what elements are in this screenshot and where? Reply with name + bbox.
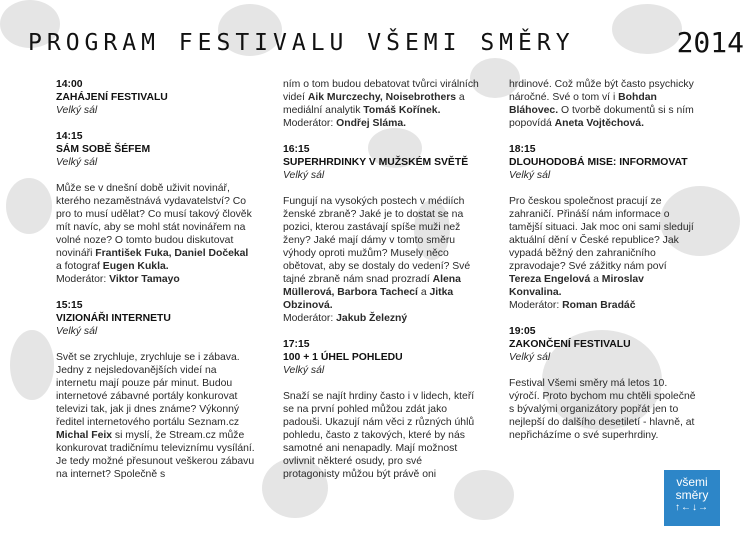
event-venue: Velký sál <box>56 105 98 116</box>
event-name: VIZIONÁŘI INTERNETU <box>56 313 171 324</box>
event-description: hrdinové. Což může být často psychicky náročné. Své o tom ví i Bohdan Bláhovec. O tvorbě dokumentů si s ním popovídá Aneta Vojtěchová. <box>509 79 694 129</box>
event-time: 14:00 <box>56 79 83 90</box>
event-moderator: Moderátor: Roman Bradáč <box>509 300 636 311</box>
arrows-icon: ↑←↓→ <box>675 502 709 513</box>
event-description: Fungují na vysokých postech v médiích ženské zbraně? Jaké je to dostat se na pozici, kterou zastávají spíše muži než ženy? Jaké mají dámy v tomto směru výhody oproti mužům? Musely něco obětovat, aby se dostaly do vedení? Své tajné zbraně nám snad prozradí Alena Müllerová, Barbora Tachecí a Jitka Obzinová. <box>283 196 471 311</box>
event-name: ZAHÁJENÍ FESTIVALU <box>56 92 168 103</box>
event-time: 18:15 <box>509 144 536 155</box>
event-description: ním o tom budou debatovat tvůrci virálních videí Aik Murczechy, Noisebrothers a mediální analytik Tomáš Kořínek. <box>283 79 479 116</box>
event-venue: Velký sál <box>509 352 551 363</box>
guest-name: Eugen Kukla. <box>102 261 169 272</box>
guest-name: Michal Feix <box>56 430 113 441</box>
program-column-2 <box>283 78 479 481</box>
guest-names: Alena Müllerová, Barbora Tachecí <box>283 274 461 298</box>
ink-splatter <box>10 330 54 400</box>
page-header <box>28 26 748 64</box>
guest-name: Jitka Obzinová. <box>283 287 454 311</box>
guest-name: Tomáš Kořínek. <box>363 105 441 116</box>
event-moderator: Moderátor: Ondřej Sláma. <box>283 118 407 129</box>
event-name: SUPERHRDINKY V MUŽSKÉM SVĚTĚ <box>283 157 469 168</box>
event-name: DLOUHODOBÁ MISE: INFORMOVAT <box>509 157 688 168</box>
event-description: Může se v dnešní době uživit novinář, kterého nezaměstnává vydavatelství? Co pro to musí udělat? Co musí takový člověk mít navíc, aby se mohl stát novinářem na volné noze? O tomto budou diskutovat novináři František Fuka, Daniel Dočekal a fotograf Eugen Kukla. <box>56 183 252 272</box>
event-time: 17:15 <box>283 339 310 350</box>
page-title: PROGRAM FESTIVALU VŠEMI SMĚRY <box>28 30 575 56</box>
event-description: Snaží se najít hrdiny často i v lidech, kteří se na první pohled můžou zdát jako padouši. Ukazují nám věci z různých úhlů pohledu, často z takových, které by nás samotné ani nenapadly. Mají možnost ovlivnit některé osudy, pro své protagonisty můžou být právě oni <box>283 391 475 480</box>
event-time: 19:05 <box>509 326 536 337</box>
page-year: 2014 <box>676 26 744 59</box>
event-time: 15:15 <box>56 300 83 311</box>
event-moderator: Moderátor: Jakub Železný <box>283 313 408 324</box>
event-name: 100 + 1 ÚHEL POHLEDU <box>283 352 403 363</box>
event-venue: Velký sál <box>509 170 551 181</box>
event-description: Pro českou společnost pracují ze zahraničí. Přináší nám informace o tamější situaci. Jak moc oni sami sledují aktuální dění v České republice? Jak vypadá běžný den zahraničního zpravodaje? Své zážitky nám poví Tereza Engelová a Miroslav Konvalina. <box>509 196 694 298</box>
event-description: Festival Všemi směry má letos 10. výročí. Proto bychom mu chtěli společně s bývalými organizátory popřát jen to nejlepší do dalšího desetiletí - hlavně, at nepřicházíme o své superhrdiny. <box>509 378 696 441</box>
guest-names: František Fuka, Daniel Dočekal <box>95 248 249 259</box>
event-venue: Velký sál <box>56 326 98 337</box>
program-column-3 <box>509 78 699 442</box>
guest-name: Bohdan Bláhovec. <box>509 92 657 116</box>
guest-name: Miroslav Konvalina. <box>509 274 644 298</box>
guest-names: Aik Murczechy, Noisebrothers <box>307 92 457 103</box>
event-moderator: Moderátor: Viktor Tamayo <box>56 274 180 285</box>
event-venue: Velký sál <box>283 170 325 181</box>
festival-logo: všemi směry ↑←↓→ <box>664 470 720 526</box>
event-name: SÁM SOBĚ ŠÉFEM <box>56 144 151 155</box>
event-venue: Velký sál <box>56 157 98 168</box>
event-name: ZAKONČENÍ FESTIVALU <box>509 339 631 350</box>
event-time: 16:15 <box>283 144 310 155</box>
guest-name: Aneta Vojtěchová. <box>554 118 644 129</box>
program-column-1 <box>56 78 256 481</box>
guest-name: Tereza Engelová <box>509 274 591 285</box>
ink-splatter <box>6 178 52 234</box>
event-description: Svět se zrychluje, zrychluje se i zábava. Jedny z nejsledovanějších videí na internetu mají pouze pár minut. Budou internetové zábavné portály konkurovat televizi tak, jak ji dnes známe? Výkonný ředitel internetového portálu Seznam.cz Michal Feix si myslí, že Stream.cz může konkurovat tradičnímu televiznímu vysílání. Je tedy možné přesunout veškerou zábavu na internet? Společně s <box>56 352 255 480</box>
event-venue: Velký sál <box>283 365 325 376</box>
event-time: 14:15 <box>56 131 83 142</box>
